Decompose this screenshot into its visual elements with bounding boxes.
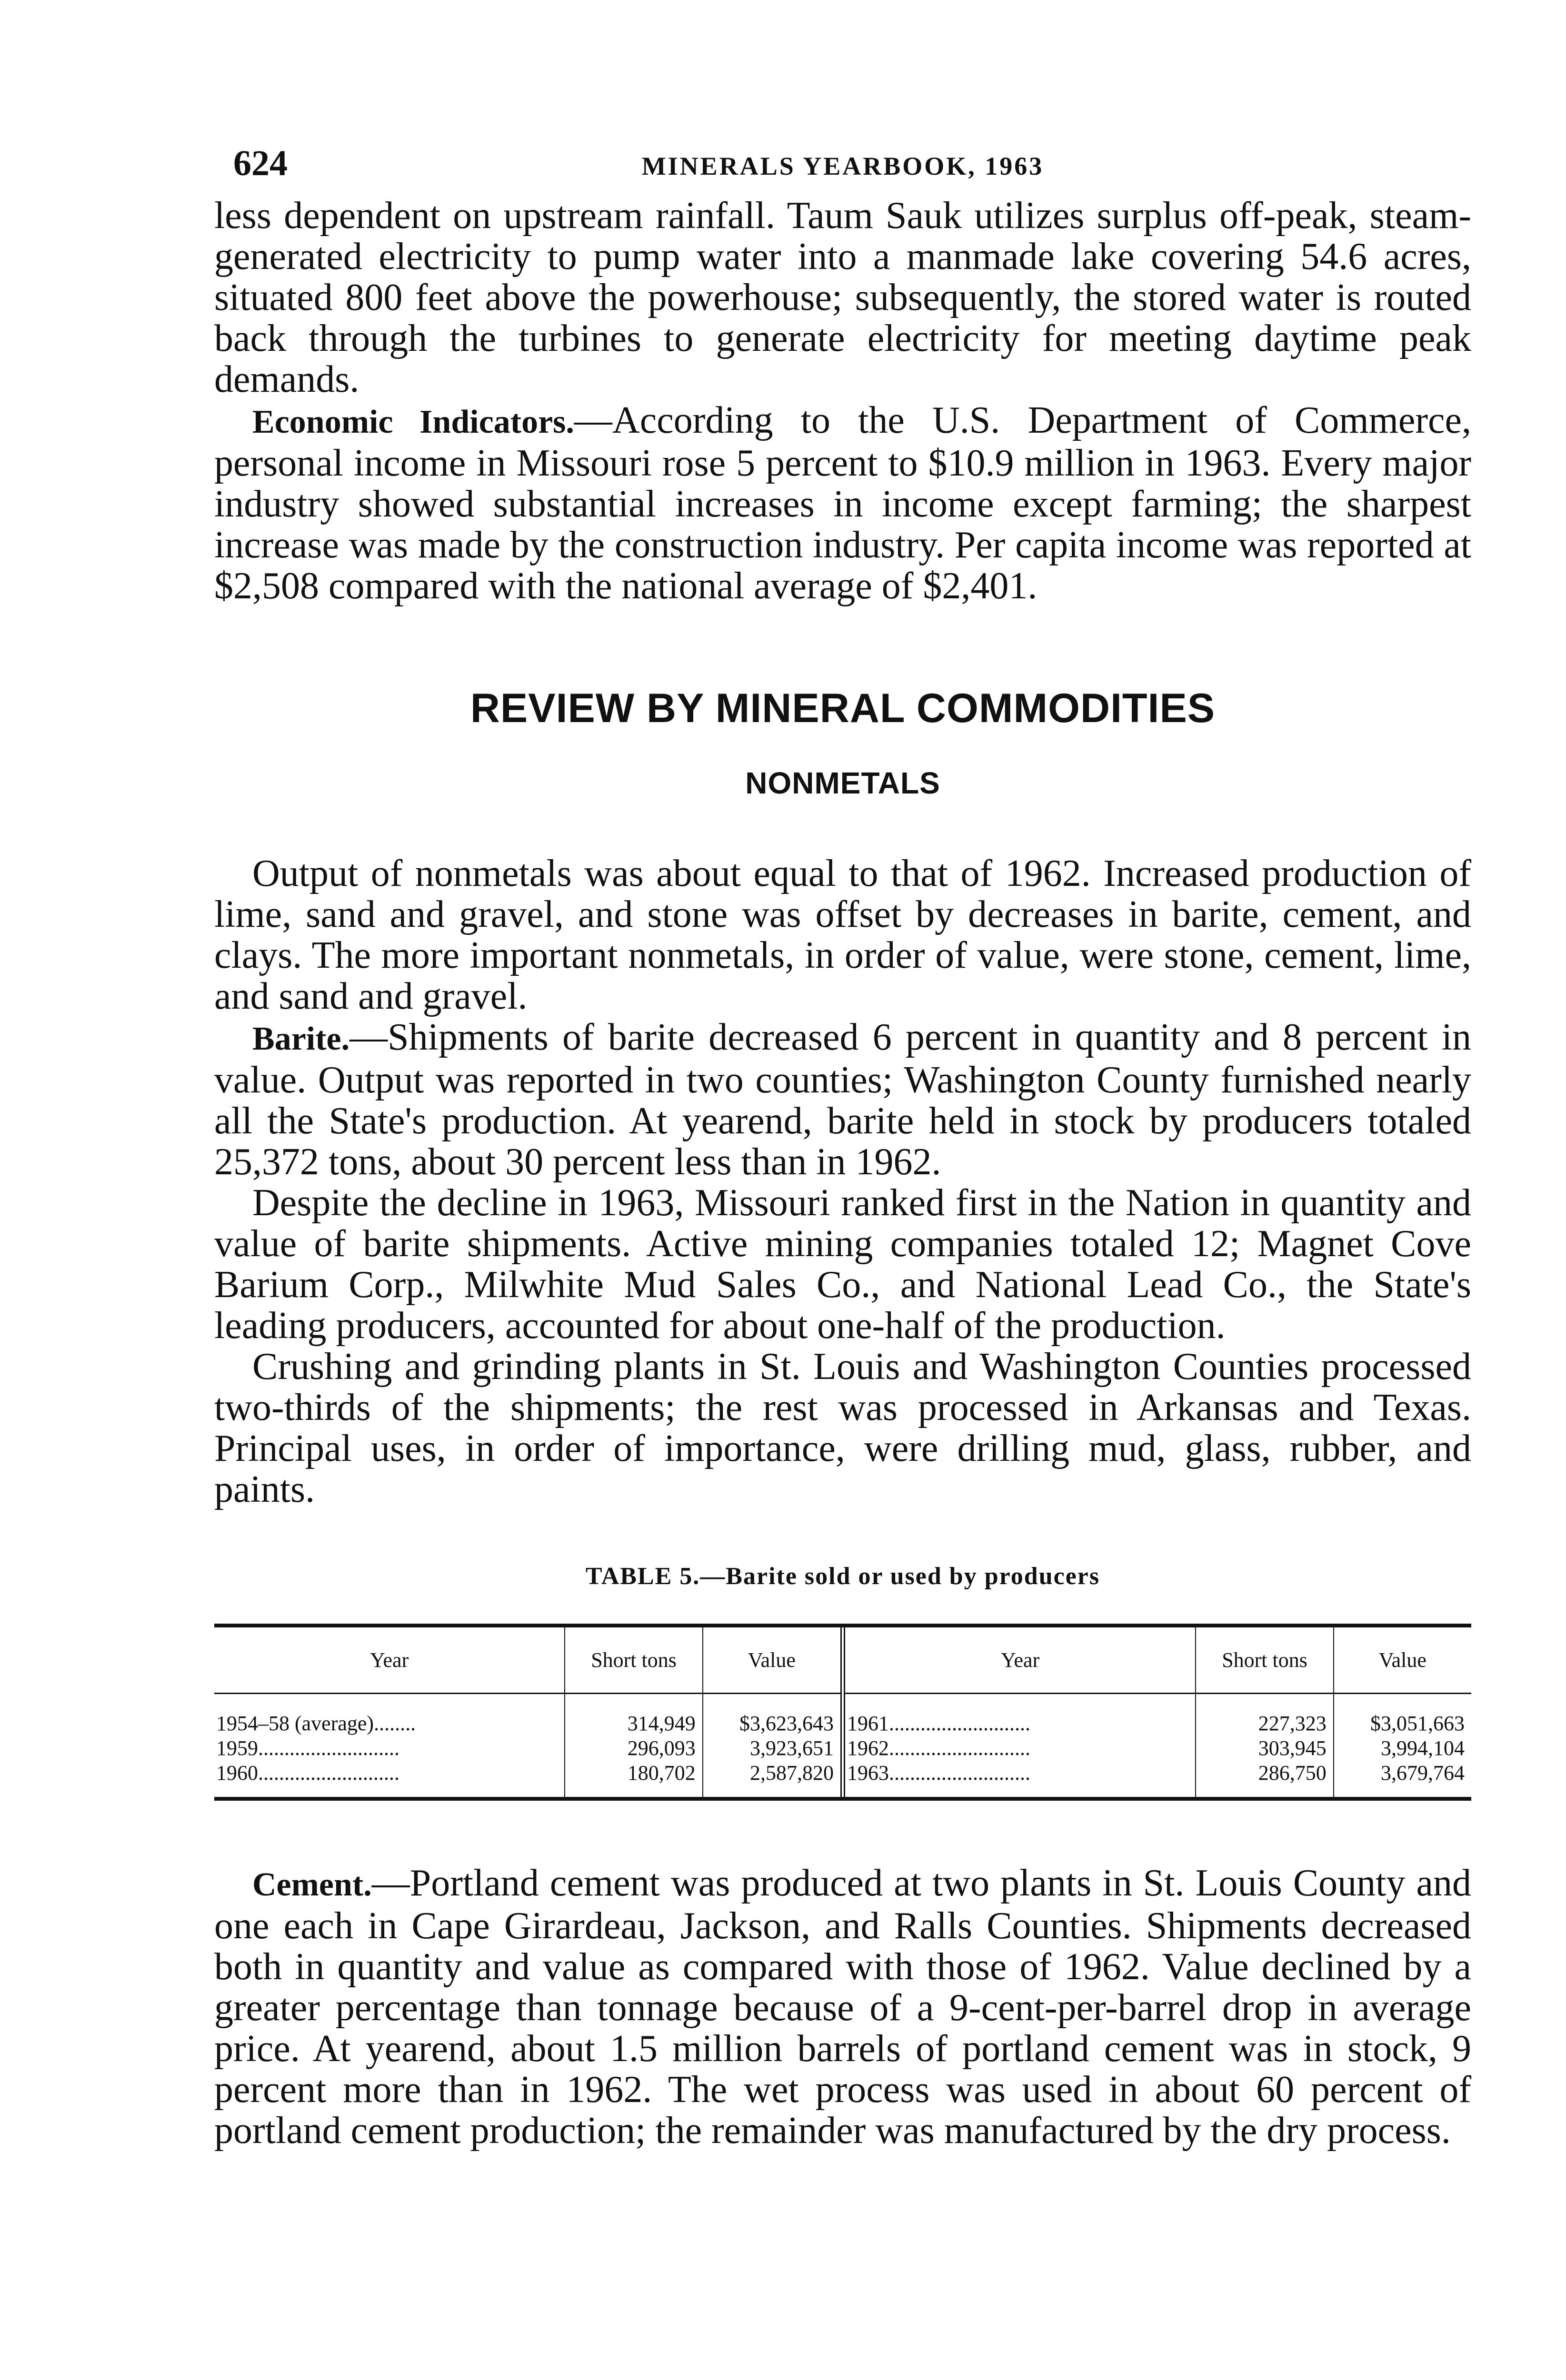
cell-short-tons: 314,949	[565, 1694, 702, 1736]
table-header-row	[214, 1627, 840, 1694]
table-row	[214, 1736, 840, 1761]
paragraph-barite-ranking: Despite the decline in 1963, Missouri ranked first in the Nation in quantity and value of barite shipments. Active mining companies totaled 12; Magnet Cove Barium Corp., Milwhite Mud Sales Co., and National Lead Co., the State's leading producers, accounted for about one-half of the production.	[214, 1182, 1471, 1347]
cell-short-tons: 296,093	[565, 1736, 702, 1761]
cell-short-tons: 180,702	[565, 1761, 702, 1797]
column-header-value: Value	[1334, 1627, 1471, 1694]
barite-text: —Shipments of barite decreased 6 percent in quantity and 8 percent in value. Output was reported in two counties; Washington County furnished nearly all the State's production. At yearend, barite held in stock by producers totaled 25,372 tons, about 30 percent less than in 1962.	[214, 1016, 1471, 1183]
cell-value: 3,994,104	[1334, 1736, 1471, 1761]
paragraph-cement	[214, 1863, 1471, 2151]
paragraph-taum-sauk: less dependent on upstream rainfall. Taum Sauk utilizes surplus off-peak, steam-generated electricity to pump water into a manmade lake covering 54.6 acres, situated 800 feet above the powerhouse; subsequently, the stored water is routed back through the turbines to generate electricity for meeting daytime peak demands.	[214, 195, 1471, 400]
cell-short-tons: 286,750	[1196, 1761, 1333, 1797]
cell-year: 1960...........................	[216, 1761, 399, 1785]
table-left-half	[214, 1627, 845, 1797]
page	[214, 143, 1471, 2151]
cell-year: 1962...........................	[847, 1736, 1030, 1760]
section-heading: REVIEW BY MINERAL COMMODITIES	[470, 685, 1216, 731]
column-header-year: Year	[845, 1627, 1196, 1694]
table-right	[845, 1627, 1471, 1797]
table-row	[214, 1694, 840, 1736]
cell-short-tons: 227,323	[1196, 1694, 1333, 1736]
cell-value: 3,923,651	[703, 1736, 840, 1761]
cell-year: 1961...........................	[847, 1712, 1030, 1735]
run-in-heading-economic-indicators: Economic Indicators.	[252, 404, 574, 440]
cell-value: $3,623,643	[703, 1694, 840, 1736]
table-row	[845, 1736, 1471, 1761]
table-left	[214, 1627, 840, 1797]
table-row	[845, 1761, 1471, 1797]
run-in-heading-barite: Barite.	[252, 1021, 350, 1057]
cement-text: —Portland cement was produced at two plants in St. Louis County and one each in Cape Girardeau, Jackson, and Ralls Counties. Shipments decreased both in quantity and value as compared with those of 1962. Value declined by a greater percentage than tonnage because of a 9-cent-per-barrel drop in average price. At yearend, about 1.5 million barrels of portland cement was in stock, 9 percent more than in 1962. The wet process was used in about 60 percent of portland cement production; the remainder was manufactured by the dry process.	[214, 1862, 1471, 2152]
cell-value: 3,679,764	[1334, 1761, 1471, 1797]
running-title: MINERALS YEARBOOK, 1963	[641, 152, 1044, 180]
paragraph-barite-processing: Crushing and grinding plants in St. Louis and Washington Counties processed two-thirds of the shipments; the rest was processed in Arkansas and Texas. Principal uses, in order of importance, were drilling mud, glass, rubber, and paints.	[214, 1346, 1471, 1510]
cell-year: 1954–58 (average)........	[216, 1712, 416, 1735]
cell-year: 1959...........................	[216, 1736, 399, 1760]
paragraph-barite	[214, 1017, 1471, 1182]
page-number: 624	[233, 143, 288, 183]
column-header-year: Year	[214, 1627, 565, 1694]
running-head	[214, 143, 1471, 195]
paragraph-nonmetals-intro: Output of nonmetals was about equal to that of 1962. Increased production of lime, sand and gravel, and stone was offset by decreases in barite, cement, and clays. The more important nonmetals, in order of value, were stone, cement, lime, and sand and gravel.	[214, 853, 1471, 1017]
table-row	[214, 1761, 840, 1797]
table-caption: TABLE 5.—Barite sold or used by producers	[585, 1563, 1100, 1590]
column-header-value: Value	[703, 1627, 840, 1694]
column-header-short-tons: Short tons	[565, 1627, 702, 1694]
table-header-row	[845, 1627, 1471, 1694]
paragraph-economic-indicators	[214, 400, 1471, 606]
table-row	[845, 1694, 1471, 1736]
subsection-heading: NONMETALS	[745, 766, 940, 800]
economic-indicators-text: —According to the U.S. Department of Commerce, personal income in Missouri rose 5 percent to $10.9 million in 1963. Every major industry showed substantial increases in income except farming; the sharpest increase was made by the construction industry. Per capita income was reported at $2,508 compared with the national average of $2,401.	[214, 399, 1471, 607]
cell-value: 2,587,820	[703, 1761, 840, 1797]
barite-table	[214, 1624, 1471, 1801]
run-in-heading-cement: Cement.	[252, 1866, 372, 1903]
cell-short-tons: 303,945	[1196, 1736, 1333, 1761]
table-right-half	[845, 1627, 1471, 1797]
column-header-short-tons: Short tons	[1196, 1627, 1333, 1694]
cell-value: $3,051,663	[1334, 1694, 1471, 1736]
cell-year: 1963...........................	[847, 1761, 1030, 1785]
